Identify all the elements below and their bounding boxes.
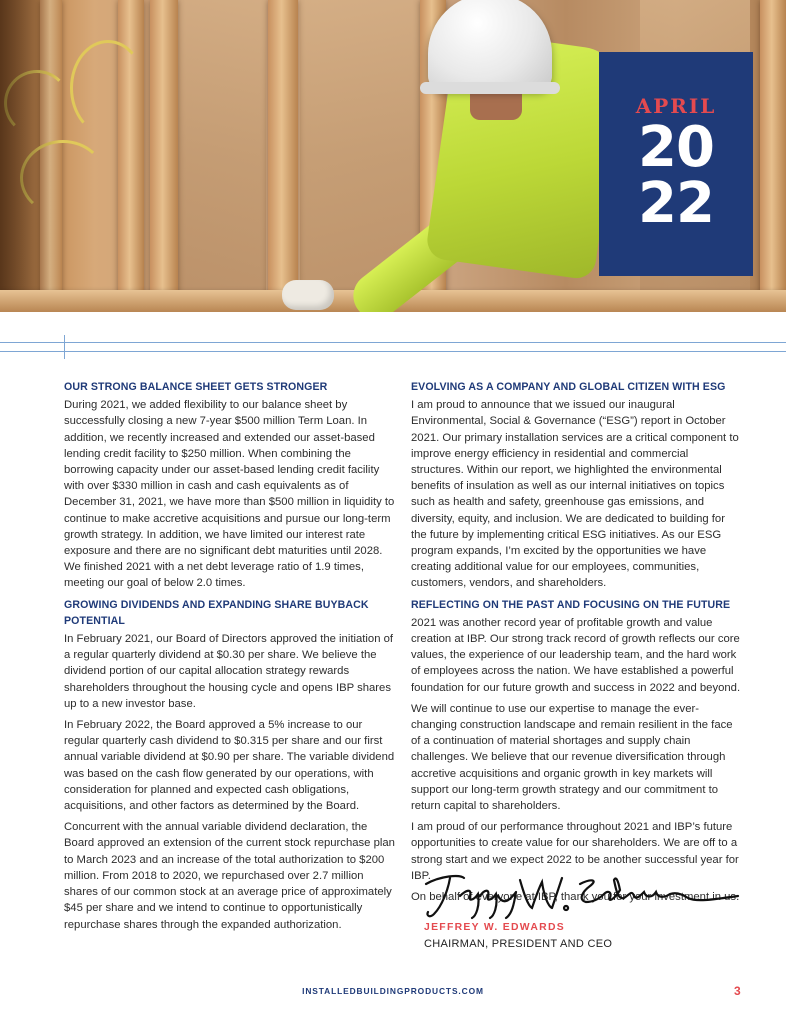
hard-hat-icon xyxy=(428,0,552,90)
section-future xyxy=(411,597,741,906)
section-esg xyxy=(411,379,741,592)
divider-tick xyxy=(64,335,65,359)
issue-year-top: 20 xyxy=(638,115,714,180)
issue-month: APRIL xyxy=(635,94,717,118)
section-heading: OUR STRONG BALANCE SHEET GETS STRONGER xyxy=(64,381,328,393)
section-heading: EVOLVING AS A COMPANY AND GLOBAL CITIZEN WITH ESG xyxy=(411,381,726,393)
body-paragraph: I am proud of our performance throughout 2021 and IBP’s future opportunities to create value for our shareholders. We are off to a strong start and we expect 2022 to be another successful year for IBP. xyxy=(411,821,739,882)
signatory-name: JEFFREY W. EDWARDS xyxy=(424,922,565,933)
section-heading: GROWING DIVIDENDS AND EXPANDING SHARE BUYBACK POTENTIAL xyxy=(64,598,369,627)
body-paragraph: In February 2021, our Board of Directors approved the initiation of a regular quarterly dividend at $0.30 per share. We believe the dividend portion of our capital allocation strategy rewards shareholders throughout the housing cycle and opens IBP shares up to a new investor base. xyxy=(64,633,394,710)
issue-year-bottom: 22 xyxy=(638,171,714,236)
signatory-title: CHAIRMAN, PRESIDENT AND CEO xyxy=(424,938,613,950)
section-heading: REFLECTING ON THE PAST AND FOCUSING ON THE FUTURE xyxy=(411,598,731,611)
left-column xyxy=(64,379,397,938)
handwritten-signature xyxy=(420,866,740,922)
body-paragraph: On behalf of everyone at IBP, thank you for your investment in us. xyxy=(411,891,740,904)
section-dividends xyxy=(64,597,397,933)
footer-website-link[interactable]: INSTALLEDBUILDINGPRODUCTS.COM xyxy=(302,986,484,996)
right-column xyxy=(411,379,741,910)
page-number: 3 xyxy=(734,984,741,998)
divider-line-top xyxy=(0,342,786,343)
body-paragraph: We will continue to use our expertise to manage the ever-changing construction landscape and remain resilient in the face of a continuation of material shortages and supply chain challenges. We believe that our revenue diversification through accretive acquisitions and organic growth in key markets will support our long-term growth strategy and our commitment to return capital to shareholders. xyxy=(411,702,733,813)
issue-year xyxy=(599,115,753,236)
section-balance-sheet xyxy=(64,379,397,592)
body-paragraph: 2021 was another record year of profitable growth and value creation at IBP. Our strong track record of growth reflects our core values, the experience of our leadership team, and the hard work of employees across the nation. We have established a powerful foundation for our future growth and success in 2022 and beyond. xyxy=(411,616,741,694)
body-paragraph: I am proud to announce that we issued our inaugural Environmental, Social & Governance (“ESG”) report in October 2021. Our primary installation services are a critical component to improve energy efficiency in residential and commercial structures. Within our report, we highlighted the environmental benefits of insulation as well as our internal initiatives on topics such as health and safety, greenhouse gas emissions, and diversity, equity, and inclusion. We are dedicated to building for the future by implementing critical ESG initiatives. As our ESG program expands, I’m excited by the opportunities we have creating additional value for our employees, communities, customers, vendors, and shareholders. xyxy=(411,399,739,590)
body-paragraph: Concurrent with the annual variable dividend declaration, the Board approved an extension of the current stock repurchase plan to March 2023 and an increase of the total authorization to $200 million. From 2018 to 2020, we repurchased over 2.7 million shares of our common stock at an average price of approximately $45 per share and we intend to continue to opportunistically repurchase shares through the expanded authorization. xyxy=(64,821,395,931)
issue-date-box xyxy=(599,52,753,276)
body-paragraph: During 2021, we added flexibility to our balance sheet by successfully closing a new 7-year $500 million Term Loan. In addition, we recently increased and extended our asset-based lending credit facility to $250 million. When combining the borrowing capacity under our asset-based lending credit facility with over $330 million in cash and cash equivalents as of December 31, 2021, we have more than $500 million in liquidity to continue to make accretive acquisitions and pursue our long-term growth strategy. In addition, we have limited our interest rate exposure and there are no significant debt maturities until 2028. We finished 2021 with a net debt leverage ratio of 1.9 times, meeting our goal of below 2.0 times. xyxy=(64,399,395,590)
body-paragraph: In February 2022, the Board approved a 5% increase to our regular quarterly cash dividend to $0.315 per share and our first annual variable dividend at $0.90 per share. The variable dividend was based on the cash flow generated by our operations, with consideration for planned and expected cash obligations, acquisitions, and other factors as determined by the Board. xyxy=(64,719,395,813)
divider-line-bottom xyxy=(0,351,786,352)
